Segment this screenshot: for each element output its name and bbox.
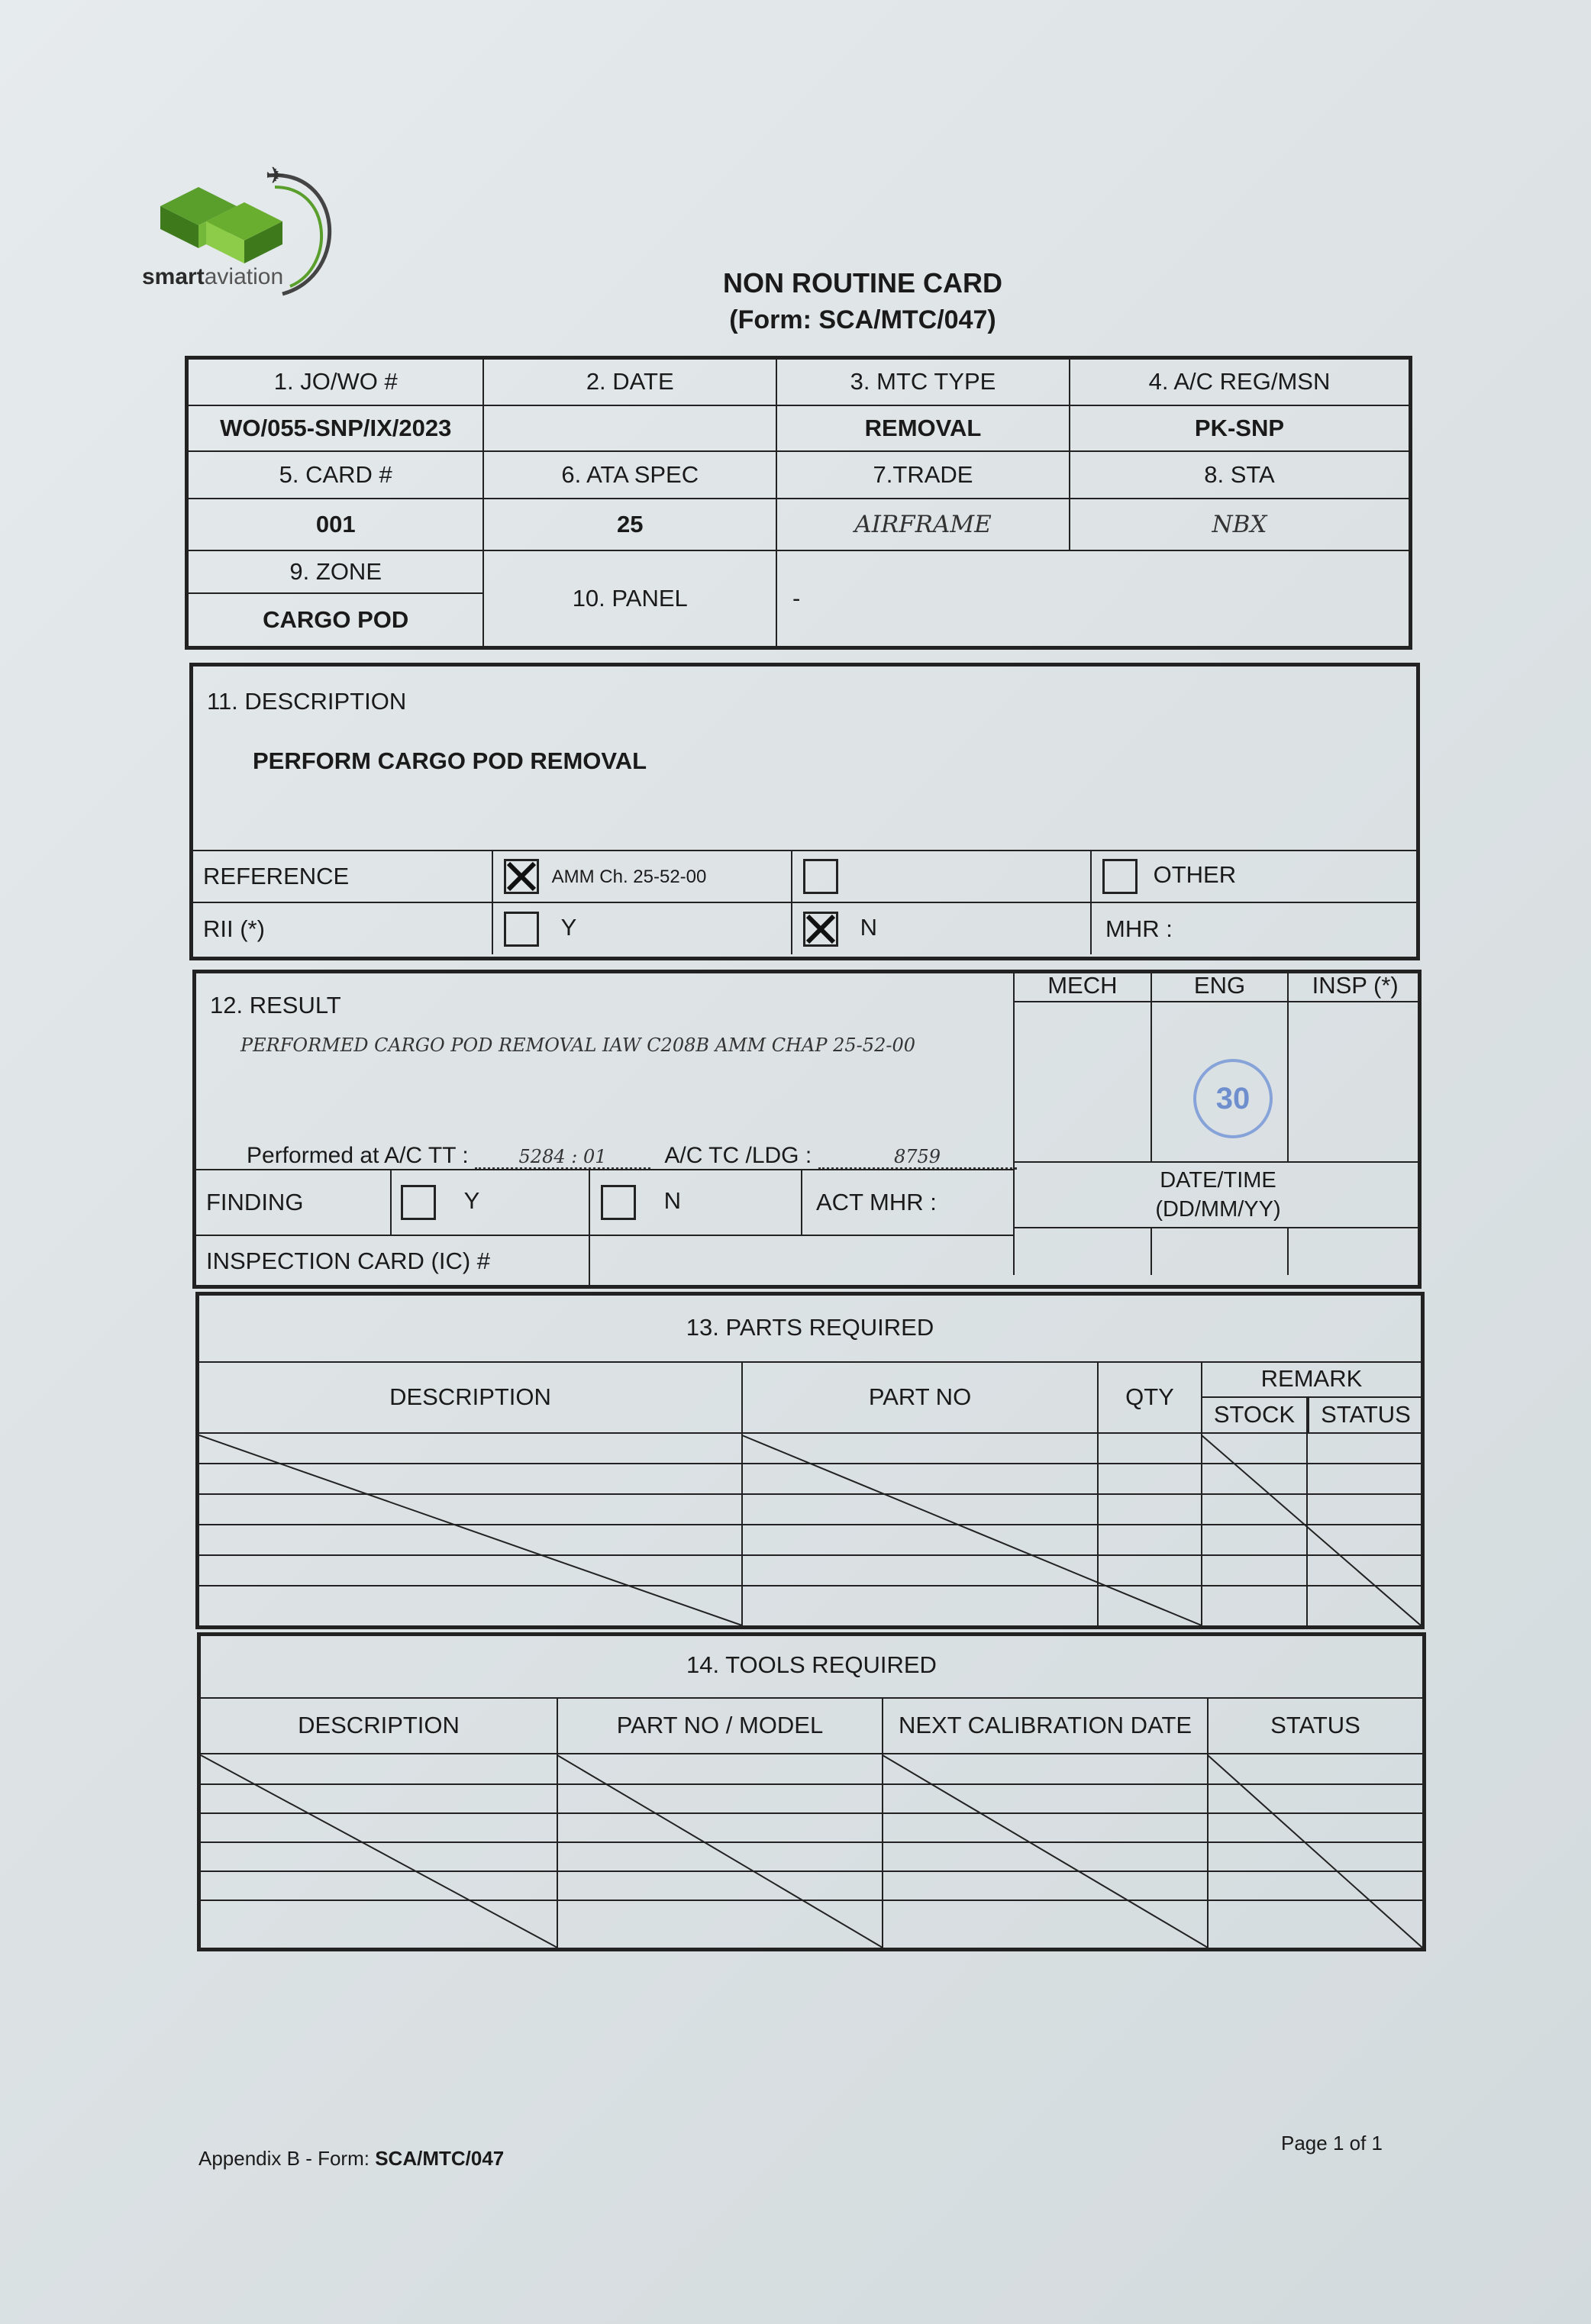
footer-page-number: Page 1 of 1: [1281, 2132, 1383, 2155]
description-text: PERFORM CARGO POD REMOVAL: [253, 747, 647, 774]
tools-col-calibration: NEXT CALIBRATION DATE: [898, 1712, 1192, 1738]
sta-value: NBX: [1070, 499, 1411, 550]
rii-n-cell: [792, 902, 1091, 954]
parts-col-qty: QTY: [1125, 1383, 1174, 1410]
sta-label: 8. STA: [1070, 451, 1411, 499]
panel-label: 10. PANEL: [483, 550, 776, 648]
form-subtitle: (Form: SCA/MTC/047): [729, 305, 996, 334]
ref-other-checkbox[interactable]: [1102, 859, 1138, 894]
finding-n-cell: [589, 1170, 802, 1235]
ref-amm-checkbox[interactable]: [504, 859, 539, 894]
footer-appendix-prefix: Appendix B - Form:: [198, 2147, 376, 2170]
act-mhr-label: ACT MHR :: [802, 1170, 1015, 1235]
tools-col-status: STATUS: [1270, 1712, 1360, 1738]
rii-y-checkbox[interactable]: [504, 912, 539, 947]
mech-header: MECH: [1014, 970, 1151, 1002]
reference-other-cell: [1091, 851, 1416, 902]
finding-y-checkbox[interactable]: [401, 1185, 436, 1220]
rii-n-label: N: [860, 913, 878, 941]
ref-blank-checkbox[interactable]: [803, 859, 838, 894]
reference-blank-cell: [792, 851, 1091, 902]
insp-sign-cell[interactable]: [1288, 1002, 1422, 1162]
datetime-format: (DD/MM/YY): [1155, 1197, 1281, 1222]
card-header-table: [185, 356, 1412, 650]
result-section: [192, 970, 1422, 1289]
zone-label: 9. ZONE: [187, 550, 484, 593]
ata-label: 6. ATA SPEC: [483, 451, 776, 499]
reference-amm-cell: [492, 851, 792, 902]
finding-label: FINDING: [192, 1170, 391, 1235]
performed-tc-label: A/C TC /LDG :: [664, 1143, 812, 1168]
parts-col-remark: REMARK: [1202, 1361, 1421, 1398]
result-handwritten: PERFORMED CARGO POD REMOVAL IAW C208B AMM CHAP 25-52-00: [240, 1035, 915, 1056]
date-label: 2. DATE: [483, 358, 776, 405]
finding-n-label: N: [663, 1187, 682, 1215]
tools-title: 14. TOOLS REQUIRED: [686, 1651, 937, 1678]
logo-wordmark: smartaviation: [142, 264, 284, 289]
card-value: 001: [187, 499, 484, 550]
panel-value: -: [776, 550, 1410, 648]
reference-table: [189, 850, 1416, 954]
result-label: 12. RESULT: [210, 992, 341, 1018]
trade-label: 7.TRADE: [776, 451, 1070, 499]
performed-tc-value: 8759: [818, 1146, 1017, 1170]
performed-tt-label: Performed at A/C TT :: [247, 1143, 469, 1168]
svg-text:✈: ✈: [266, 163, 286, 189]
parts-col-partno: PART NO: [868, 1383, 972, 1410]
rii-label: RII (*): [189, 902, 492, 954]
card-label: 5. CARD #: [187, 451, 484, 499]
date-value: [483, 405, 776, 451]
tools-col-description: DESCRIPTION: [298, 1712, 460, 1738]
datetime-label: DATE/TIME: [1160, 1168, 1276, 1193]
finding-table: [192, 1169, 1015, 1286]
parts-title: 13. PARTS REQUIRED: [686, 1314, 934, 1341]
eng-date-cell[interactable]: [1151, 1228, 1289, 1275]
ata-value: 25: [483, 499, 776, 550]
reference-label: REFERENCE: [189, 851, 492, 902]
parts-section: [195, 1292, 1425, 1629]
jo-value: WO/055-SNP/IX/2023: [187, 405, 484, 451]
ref-other-label: OTHER: [1153, 861, 1237, 889]
ref-amm-text: AMM Ch. 25-52-00: [551, 867, 707, 888]
mech-date-cell[interactable]: [1014, 1228, 1151, 1275]
mtc-type-value: REMOVAL: [776, 405, 1070, 451]
eng-header: ENG: [1151, 970, 1289, 1002]
parts-col-stock: STOCK: [1213, 1401, 1296, 1428]
finding-y-cell: [391, 1170, 589, 1235]
zone-value: CARGO POD: [187, 593, 484, 648]
footer-appendix: [198, 2147, 504, 2171]
tools-grid: [201, 1697, 1422, 1948]
performed-line: [247, 1143, 1017, 1170]
mhr-label: MHR :: [1091, 902, 1416, 954]
parts-grid: [199, 1361, 1421, 1625]
datetime-header: [1014, 1162, 1422, 1228]
rii-y-label: Y: [560, 913, 577, 941]
footer-appendix-form: SCA/MTC/047: [375, 2147, 505, 2170]
mech-sign-cell[interactable]: [1014, 1002, 1151, 1162]
insp-header: INSP (*): [1288, 970, 1422, 1002]
mtc-type-label: 3. MTC TYPE: [776, 358, 1070, 405]
trade-value: AIRFRAME: [776, 499, 1070, 550]
finding-y-label: Y: [463, 1187, 480, 1215]
ac-reg-label: 4. A/C REG/MSN: [1070, 358, 1411, 405]
rii-y-cell: [492, 902, 792, 954]
form-title: NON ROUTINE CARD: [723, 267, 1002, 299]
description-label: 11. DESCRIPTION: [207, 688, 407, 715]
ic-value[interactable]: [589, 1235, 1015, 1286]
ac-reg-value: PK-SNP: [1070, 405, 1411, 451]
parts-col-status: STATUS: [1308, 1396, 1422, 1433]
finding-n-checkbox[interactable]: [601, 1185, 636, 1220]
tools-col-partno: PART NO / MODEL: [616, 1712, 824, 1738]
ic-label: INSPECTION CARD (IC) #: [192, 1235, 589, 1286]
inspector-stamp: 30: [1193, 1059, 1273, 1138]
jo-label: 1. JO/WO #: [187, 358, 484, 405]
tools-section: [197, 1632, 1426, 1951]
performed-tt-value: 5284 : 01: [475, 1146, 650, 1170]
parts-col-description: DESCRIPTION: [389, 1383, 551, 1410]
insp-date-cell[interactable]: [1288, 1228, 1422, 1275]
description-section: [189, 663, 1420, 960]
rii-n-checkbox[interactable]: [803, 912, 838, 947]
